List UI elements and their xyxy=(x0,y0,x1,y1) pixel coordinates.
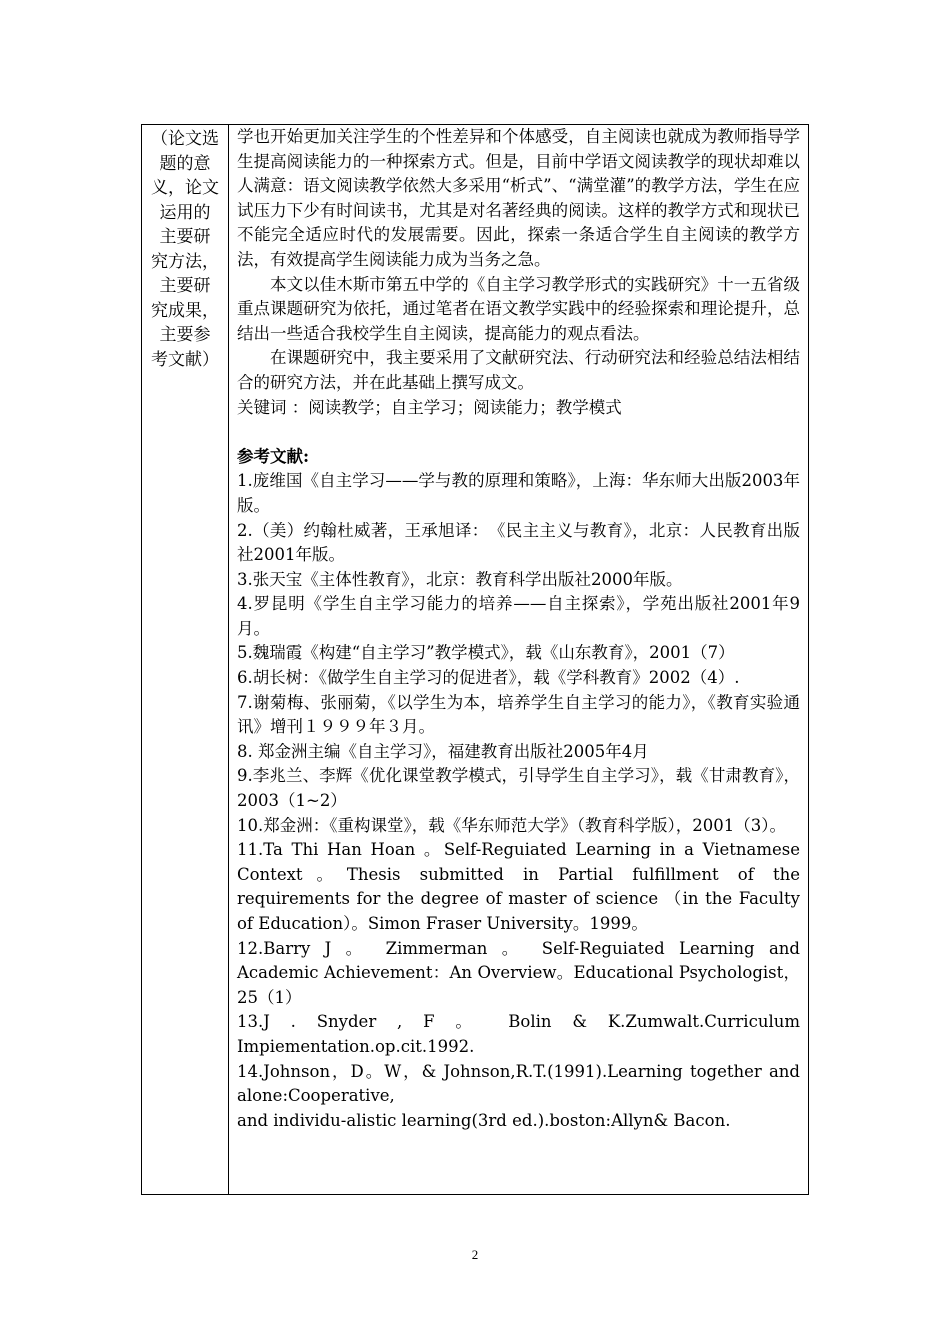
blank-line xyxy=(237,420,800,445)
reference-item: 9.李兆兰、李辉《优化课堂教学模式，引导学生自主学习》，载《甘肃教育》，2003（1~2） xyxy=(237,766,800,811)
section-label: （论文选 题的意 义，论文 运用的 主要研 究方法， 主要研 究成果， 主要参 考文献） xyxy=(151,129,219,370)
page-number: 2 xyxy=(471,1247,479,1262)
reference-item: 4.罗昆明《学生自主学习能力的培养——自主探索》，学苑出版社2001年9月。 xyxy=(237,594,800,638)
reference-item: 8. 郑金洲主编《自主学习》，福建教育出版社2005年4月 xyxy=(237,741,649,761)
content-body xyxy=(229,125,808,1133)
content-table xyxy=(141,124,809,1195)
reference-item: 10.郑金洲：《重构课堂》，载《华东师范大学》（教育科学版），2001（3）。 xyxy=(237,815,786,835)
paragraph-basis: 本文以佳木斯市第五中学的《自主学习教学形式的实践研究》十一五省级重点课题研究为依托，通过笔者在语文教学实践中的经验探索和理论提升，总结出一些适合我校学生自主阅读，提高能力的观点看法。 xyxy=(237,274,800,343)
reference-item: 13.J . Snyder , F 。 Bolin & K.Zumwalt.Curriculum Impiementation.op.cit.1992. xyxy=(237,1012,800,1056)
keywords: 关键词 ：阅读教学；自主学习；阅读能力；教学模式 xyxy=(237,397,622,417)
left-cell xyxy=(142,125,229,1195)
references-heading: 参考文献: xyxy=(237,446,310,466)
paragraph-intro: 学也开始更加关注学生的个性差异和个体感受，自主阅读也就成为教师指导学生提高阅读能力的一种探索方式。但是，目前中学语文阅读教学的现状却难以人满意：语文阅读教学依然大多采用“析式”、“满堂灌”的教学方法，学生在应试压力下少有时间读书，尤其是对名著经典的阅读。这样的教学方式和现状已不能完全适应时代的发展需要。因此，探索一条适合学生自主阅读的教学方法，有效提高学生阅读能力成为当务之急。 xyxy=(237,127,800,269)
reference-item: and individu-alistic learning(3rd ed.).boston:Allyn& Bacon. xyxy=(237,1110,731,1130)
content-cell xyxy=(229,125,809,1195)
paragraph-methods: 在课题研究中，我主要采用了文献研究法、行动研究法和经验总结法相结合的研究方法，并在此基础上撰写成文。 xyxy=(237,348,800,392)
reference-item: 3.张天宝《主体性教育》，北京：教育科学出版社2000年版。 xyxy=(237,569,683,589)
reference-item: 6.胡长树：《做学生自主学习的促进者》，载《学科教育》2002（4）. xyxy=(237,668,740,688)
reference-item: 12.Barry J 。 Zimmerman 。 Self-Reguiated Learning and Academic Achievement：An Overview。Educational Psychologist，25（1） xyxy=(237,938,800,1007)
reference-item: 14.Johnson，D。W，& Johnson,R.T.(1991).Learning together and alone:Cooperative, xyxy=(237,1061,800,1106)
reference-item: 5.魏瑞霞《构建“自主学习”教学模式》，载《山东教育》，2001（7） xyxy=(237,643,735,663)
reference-item: 7.谢菊梅、张丽菊，《以学生为本，培养学生自主学习的能力》，《教育实验通讯》增刊１９９９年３月。 xyxy=(237,692,800,737)
reference-item: 2.（美）约翰杜威著，王承旭译： 《民主主义与教育》，北京：人民教育出版社2001年版。 xyxy=(237,520,800,565)
reference-item: 11.Ta Thi Han Hoan 。Self-Reguiated Learning in a Vietnamese Context。Thesis submitted in Partial fulfillment of the requirements for the degree of master of science （in the Faculty of Education）。Simon Fraser University。1999。 xyxy=(237,840,800,933)
table-row xyxy=(142,125,809,1195)
reference-item: 1.庞维国《自主学习——学与教的原理和策略》，上海：华东师大出版2003年版。 xyxy=(237,471,800,515)
